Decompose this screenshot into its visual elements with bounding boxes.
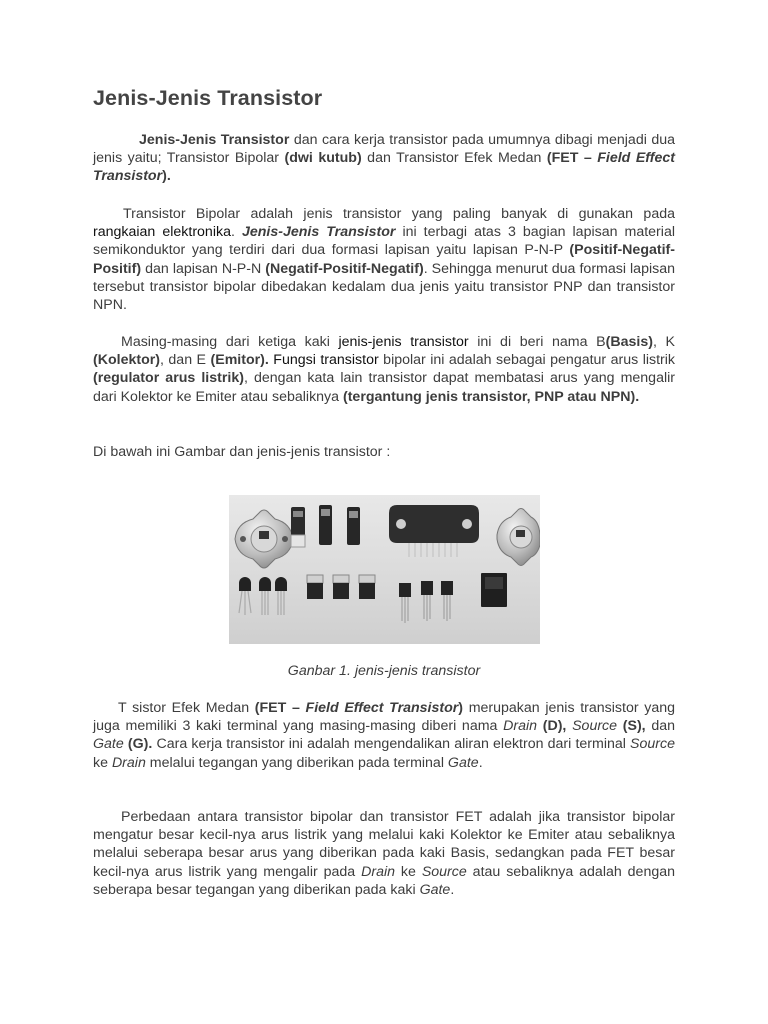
- text-bold: Jenis-Jenis Transistor: [139, 132, 290, 148]
- text-bold: (G).: [123, 736, 153, 753]
- paragraph-bipolar: [93, 205, 675, 314]
- text-italic: Source: [572, 718, 618, 735]
- text: T sistor Efek Medan: [118, 700, 255, 716]
- text: atau sebaliknya adalah dengan seberapa besar tegangan yang diberikan pada kaki: [93, 863, 675, 898]
- text-bold: (tergantung jenis transistor, PNP atau NPN).: [342, 388, 640, 405]
- dip-package-3: [347, 507, 360, 545]
- text: , dan E: [160, 352, 211, 369]
- text: dan: [645, 718, 675, 735]
- link-fungsi-transistor[interactable]: Fungsi transistor: [268, 352, 379, 369]
- paragraph-terminals: [93, 333, 675, 406]
- text-italic: Drain: [503, 718, 538, 735]
- text: ke: [395, 863, 422, 880]
- text-italic: Gate: [447, 754, 479, 771]
- text: ini di beri nama B: [468, 334, 606, 350]
- text: , K: [652, 334, 675, 350]
- text-bold: (Positif-Negatif-Positif): [93, 242, 675, 277]
- paragraph-intro: [93, 131, 675, 186]
- paragraph-fet: [93, 699, 675, 772]
- text-bold: (Kolektor): [93, 352, 160, 369]
- text: Perbedaan antara transistor bipolar dan transistor FET adalah jika transistor bipolar mengatur besar kecil-nya arus listrik yang melalui kaki Kolektor ke Emiter atau sebaliknya melalui seberapa besar arus yang diberikan pada kaki Basis, sedangkan pada FET besar kecil-nya arus listrik yang mengalir pada: [93, 809, 675, 880]
- text: ke: [93, 754, 112, 771]
- text-bold: (D),: [537, 718, 567, 735]
- text-bold: ).: [162, 168, 171, 185]
- text: merupakan jenis transistor yang juga memiliki 3 kaki terminal yang masing-masing diberi nama: [93, 700, 675, 735]
- dip-package-1: [291, 507, 305, 547]
- text-bold-italic: Field Effect Transistor: [305, 700, 459, 716]
- text-italic: Drain: [111, 754, 146, 771]
- text-bold: ): [458, 700, 464, 716]
- text: Masing-masing dari ketiga kaki: [121, 334, 339, 350]
- text: Cara kerja transistor ini adalah mengendalikan aliran elektron dari terminal: [152, 736, 631, 753]
- text: dan Transistor Efek Medan: [361, 150, 547, 167]
- text: bipolar ini adalah sebagai pengatur arus listrik: [378, 352, 676, 369]
- text-bold: (Basis): [605, 334, 653, 350]
- text: . Sehingga menurut dua formasi lapisan tersebut transistor bipolar dibedakan kedalam dua jenis yaitu transistor PNP dan transistor NPN.: [93, 260, 675, 314]
- text-bold: (FET –: [254, 700, 306, 716]
- text-bold: (Negatif-Positif-Negatif): [265, 260, 424, 277]
- text: dan lapisan N-P-N: [141, 260, 266, 277]
- figure-caption: Ganbar 1. jenis-jenis transistor: [287, 663, 481, 679]
- text-italic: Gate: [93, 736, 124, 753]
- paragraph-figure-intro: Di bawah ini Gambar dan jenis-jenis transistor :: [93, 444, 391, 460]
- text: ini terbagi atas 3 bagian lapisan material semikonduktor yang terdiri dari dua formasi lapisan yaitu lapisan P-N-P: [93, 224, 675, 259]
- text: dan cara kerja transistor pada umumnya dibagi menjadi dua jenis yaitu; Transistor Bipolar: [93, 132, 675, 167]
- text-italic: Gate: [419, 881, 451, 898]
- text-bold: (regulator arus listrik): [93, 370, 244, 387]
- text: .: [450, 881, 455, 898]
- text-bold-italic: Jenis-Jenis Transistor: [241, 224, 396, 241]
- text: .: [230, 224, 242, 241]
- transistor-photo: [229, 495, 540, 644]
- page-title: Jenis-Jenis Transistor: [93, 86, 323, 110]
- text-bold: (S),: [617, 718, 646, 735]
- text-italic: Source: [630, 736, 675, 753]
- text-bold: (dwi kutub): [284, 150, 362, 167]
- text-bold: (Emitor).: [210, 352, 269, 369]
- text-bold-italic: Field Effect Transistor: [93, 150, 675, 185]
- text-italic: Drain: [361, 863, 395, 880]
- text: Transistor Bipolar adalah jenis transistor yang paling banyak di gunakan pada: [123, 206, 675, 222]
- dip-package-2: [319, 505, 332, 545]
- link-rangkaian-elektronika[interactable]: rangkaian elektronika: [93, 224, 231, 241]
- paragraph-difference: [93, 808, 675, 899]
- text: , dengan kata lain transistor dapat membatasi arus yang mengalir dari Kolektor ke Emiter atau sebaliknya: [93, 370, 675, 405]
- text: .: [478, 754, 483, 771]
- text-bold: (FET –: [546, 150, 598, 167]
- text: melalui tegangan yang diberikan pada terminal: [145, 754, 448, 771]
- text-italic: Source: [421, 863, 467, 880]
- link-jenis-jenis-transistor[interactable]: jenis-jenis transistor: [338, 334, 469, 350]
